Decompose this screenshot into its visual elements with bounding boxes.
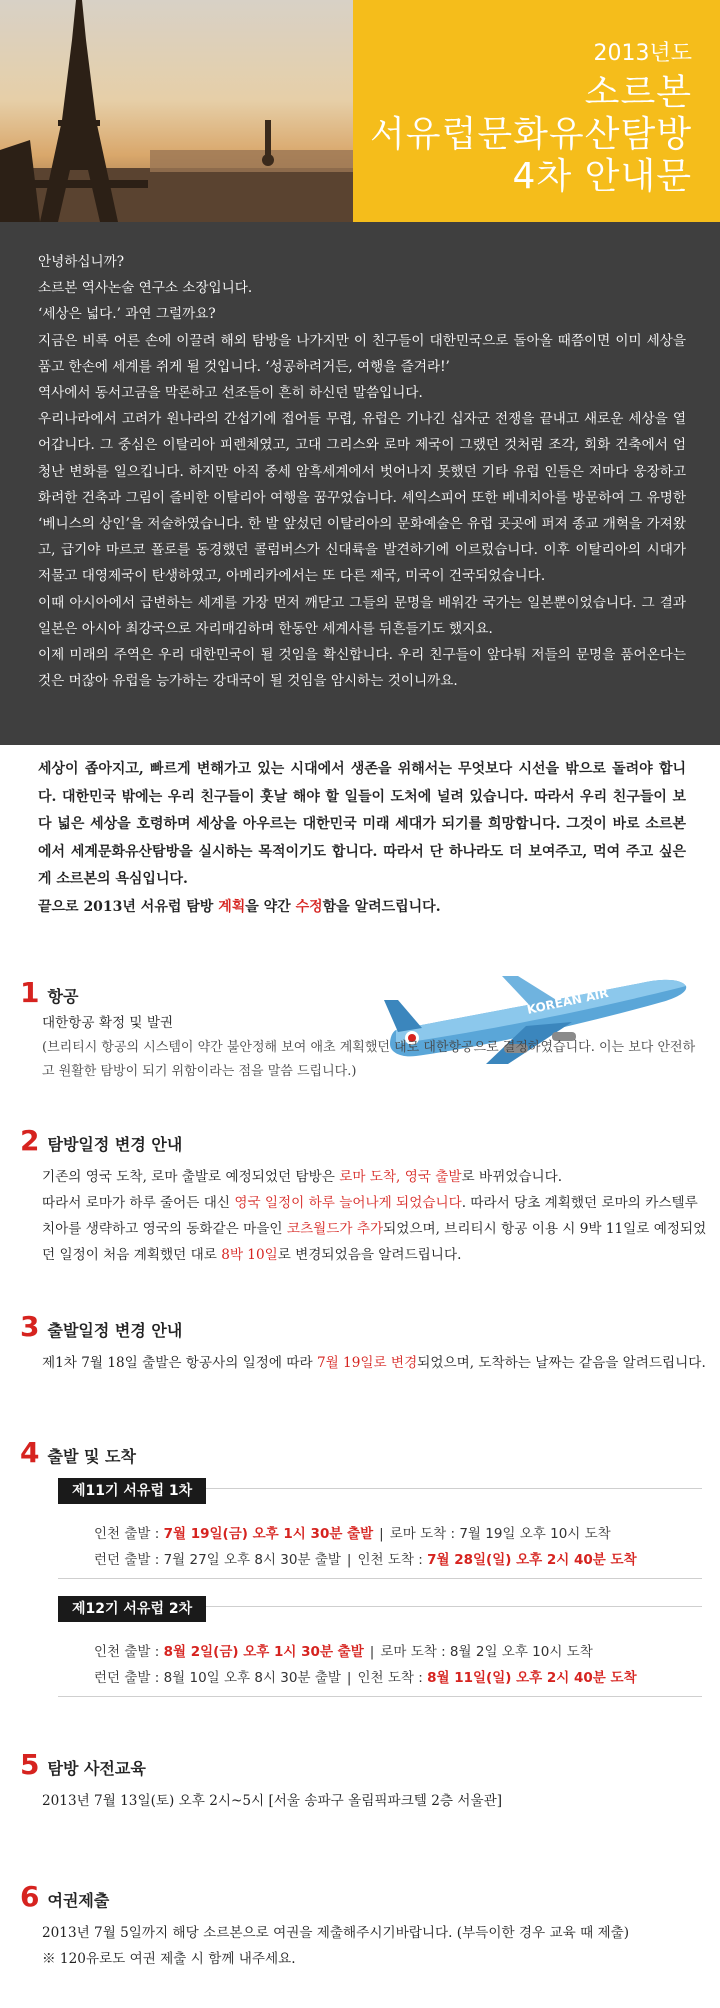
text: 기존의 영국 도착, 로마 출발로 예정되었던 탐방은 bbox=[42, 1169, 340, 1185]
title-year: 2013년도 bbox=[593, 41, 692, 66]
text: 되었으며, 도착하는 날짜는 같음을 알려드립니다. bbox=[417, 1355, 706, 1371]
schedule-group-2 bbox=[58, 1596, 702, 1706]
title-line-3: 4차 안내문 bbox=[512, 156, 692, 197]
title-panel bbox=[353, 0, 720, 222]
highlight-text: 8월 11일(일) 오후 2시 40분 도착 bbox=[427, 1670, 637, 1686]
highlight-text: 영국 일정이 하루 늘어나게 되었습니다 bbox=[234, 1195, 462, 1211]
section-1-line2: (브리티시 항공의 시스템이 약간 불안정해 보여 애초 계획했던 대로 대한항공으로 결정하였습니다. 이는 보다 안전하고 원활한 탐방이 되기 위함이라는 점을 말씀 드립니다.) bbox=[42, 1040, 696, 1079]
intro-last-line bbox=[38, 894, 686, 922]
text: 로마 도착 : 7월 19일 오후 10시 도착 bbox=[389, 1526, 611, 1542]
section-6-body bbox=[42, 1920, 707, 1972]
schedule-row bbox=[94, 1522, 611, 1542]
section-1-heading bbox=[20, 976, 78, 1009]
section-6-line1: 2013년 7월 5일까지 해당 소르본으로 여권을 제출해주시기바랍니다. (부득이한 경우 교육 때 제출) bbox=[42, 1925, 630, 1941]
highlight-text: 7월 19일로 변경 bbox=[316, 1355, 418, 1371]
text: 런던 출발 : 8월 10일 오후 8시 30분 출발 bbox=[94, 1670, 341, 1686]
section-number: 6 bbox=[20, 1880, 40, 1913]
divider bbox=[58, 1578, 702, 1579]
separator: | bbox=[369, 1644, 375, 1660]
section-1-line1: 대한항공 확정 및 발권 bbox=[42, 1015, 174, 1031]
section-3-para bbox=[42, 1350, 707, 1376]
text: 로 바뀌었습니다. bbox=[461, 1169, 563, 1185]
text: 인천 도착 : bbox=[357, 1552, 428, 1568]
group-label: 제12기 서유럽 2차 bbox=[58, 1596, 206, 1622]
greeting-letter bbox=[0, 222, 720, 745]
letter-line: 소르본 역사논술 연구소 소장입니다. bbox=[38, 280, 253, 297]
separator: | bbox=[379, 1526, 384, 1542]
letter-line: 안녕하십니까? bbox=[38, 254, 125, 270]
intro-block bbox=[38, 756, 686, 921]
divider bbox=[58, 1696, 702, 1697]
section-2-body bbox=[42, 1164, 707, 1268]
text: 로 변경되었음을 알려드립니다. bbox=[277, 1247, 462, 1263]
letter-line: 역사에서 동서고금을 막론하고 선조들이 흔히 하신던 말씀입니다. bbox=[38, 385, 423, 402]
highlight-text: 8월 2일(금) 오후 1시 30분 출발 bbox=[163, 1644, 364, 1660]
separator: | bbox=[346, 1552, 352, 1568]
letter-line: 이때 아시아에서 급변하는 세계를 가장 먼저 깨닫고 그들의 문명을 배워간 국가는 일본뿐이었습니다. 그 결과 일본은 아시아 최강국으로 자리매김하며 한동안 세계사를 뒤흔들기도 했지요. bbox=[38, 594, 686, 637]
highlight-text: 코츠월드가 추가 bbox=[286, 1221, 384, 1237]
highlight-text: 계획 bbox=[218, 898, 246, 915]
text: 인천 출발 : bbox=[94, 1526, 164, 1542]
schedule-group-1 bbox=[58, 1478, 702, 1588]
group-label: 제11기 서유럽 1차 bbox=[58, 1478, 206, 1504]
text: 되었으며, 브리티시 항공 이용 시 9박 11일로 예정되었던 일정이 처음 계획했던 대로 bbox=[42, 1221, 707, 1263]
eiffel-tower-icon bbox=[0, 0, 353, 222]
section-5-line: 2013년 7월 13일(토) 오후 2시~5시 [서울 송파구 올림픽파크텔 2층 서울관] bbox=[42, 1793, 503, 1809]
section-title: 여권제출 bbox=[47, 1891, 110, 1910]
title-line-1: 소르본 bbox=[584, 72, 692, 113]
section-title: 탐방 사전교육 bbox=[47, 1759, 146, 1778]
section-title: 출발 및 도착 bbox=[47, 1447, 136, 1466]
text: 인천 출발 : bbox=[94, 1644, 164, 1660]
section-5-heading bbox=[20, 1748, 146, 1781]
letter-line: 이제 미래의 주역은 우리 대한민국이 될 것임을 확신합니다. 우리 친구들이 앞다퉈 저들의 문명을 품어온다는 것은 머잖아 유럽을 능가하는 강대국이 될 것임을 암시하는 것이니까요. bbox=[38, 647, 686, 690]
highlight-text: 로마 도착, 영국 출발 bbox=[339, 1169, 462, 1185]
section-2-para1 bbox=[42, 1164, 707, 1190]
section-number: 5 bbox=[20, 1748, 40, 1781]
section-6-heading bbox=[20, 1880, 109, 1913]
section-2-para2 bbox=[42, 1190, 707, 1268]
highlight-text: 수정 bbox=[295, 898, 323, 915]
section-1-body bbox=[42, 1010, 707, 1084]
separator: | bbox=[346, 1670, 352, 1686]
section-number: 2 bbox=[20, 1124, 40, 1157]
section-4-heading bbox=[20, 1436, 136, 1469]
text: 함을 알려드립니다. bbox=[322, 898, 441, 915]
text: 을 약간 bbox=[245, 898, 296, 915]
section-6-line2: ※ 120유로도 여권 제출 시 함께 내주세요. bbox=[42, 1951, 296, 1967]
section-3-body bbox=[42, 1350, 707, 1376]
intro-paragraph: 세상이 좁아지고, 빠르게 변해가고 있는 시대에서 생존을 위해서는 무엇보다 시선을 밖으로 돌려야 합니다. 대한민국 밖에는 우리 친구들이 훗날 해야 할 일들이 도처에 널려 있습니다. 따라서 우리 친구들이 보다 넓은 세상을 호령하며 세상을 아우르는 대한민국 미래 세대가 되기를 희망합니다. 그것이 바로 소르본에서 세계문화유산탐방을 실시하는 목적이기도 합니다. 따라서 단 하나라도 더 보여주고, 먹여 주고 싶은 게 소르본의 욕심입니다. bbox=[38, 761, 686, 887]
header-banner bbox=[0, 0, 720, 222]
schedule-row bbox=[94, 1640, 593, 1660]
text: 런던 출발 : 7월 27일 오후 8시 30분 출발 bbox=[94, 1552, 341, 1568]
letter-line: 우리나라에서 고려가 원나라의 간섭기에 접어들 무렵, 유럽은 기나긴 십자군 전쟁을 끝내고 새로운 세상을 열어갑니다. 그 중심은 이탈리아 피렌체였고, 고대 그리스와 로마 제국이 그랬던 것처럼 조각, 회화 건축에서 엄청난 변화를 일으킵니다. 하지만 아직 중세 암흑세계에서 벗어나지 못했던 기타 유럽 인들은 저마다 웅장하고 화려한 건축과 그림이 즐비한 이탈리아 여행을 꿈꾸었습니다. 셰익스피어 또한 베네치아를 방문하여 그 유명한 ‘베니스의 상인’을 저술하였습니다. 한 발 앞섰던 이탈리아의 문화예술은 유럽 곳곳에 퍼져 종교 개혁을 가져왔고, 급기야 마르코 폴로를 동경했던 콜럼버스가 신대륙을 발견하기에 이르렀습니다. 이후 이탈리아의 시대가 저물고 대영제국이 탄생하였고, 아메리카에서는 또 다른 제국, 미국이 건국되었습니다. bbox=[38, 411, 686, 585]
section-number: 3 bbox=[20, 1310, 40, 1343]
section-title: 출발일정 변경 안내 bbox=[47, 1321, 183, 1340]
text: 제1차 7월 18일 출발은 항공사의 일정에 따라 bbox=[42, 1355, 317, 1371]
letter-line: 지금은 비록 어른 손에 이끌려 해외 탐방을 나가지만 이 친구들이 대한민국으로 돌아올 때쯤이면 이미 세상을 품고 한손에 세계를 쥐게 될 것입니다. ‘성공하려거든, 여행을 즐겨라!’ bbox=[38, 332, 686, 375]
section-title: 항공 bbox=[47, 987, 79, 1006]
text: 끝으로 2013년 서유럽 탐방 bbox=[38, 898, 219, 915]
section-number: 4 bbox=[20, 1436, 40, 1469]
text: 인천 도착 : bbox=[357, 1670, 428, 1686]
section-number: 1 bbox=[20, 976, 40, 1009]
schedule-row bbox=[94, 1666, 637, 1686]
eiffel-tower-photo bbox=[0, 0, 353, 222]
plane-livery-text: KOREAN AIR bbox=[525, 986, 610, 1017]
text: 따라서 로마가 하루 줄어든 대신 bbox=[42, 1195, 235, 1211]
text: . 따라서 당초 계획했던 로마의 카스텔루치아를 생략하고 영국의 동화같은 마을인 bbox=[42, 1195, 698, 1237]
title-line-2: 서유럽문화유산탐방 bbox=[370, 114, 692, 155]
section-2-heading bbox=[20, 1124, 182, 1157]
section-3-heading bbox=[20, 1310, 182, 1343]
section-title: 탐방일정 변경 안내 bbox=[47, 1135, 183, 1154]
section-5-body bbox=[42, 1788, 707, 1814]
highlight-text: 7월 28일(일) 오후 2시 40분 도착 bbox=[427, 1552, 637, 1568]
highlight-text: 8박 10일 bbox=[221, 1247, 278, 1263]
letter-line: ‘세상은 넓다.’ 과연 그럴까요? bbox=[38, 306, 216, 323]
text: 로마 도착 : 8월 2일 오후 10시 도착 bbox=[380, 1644, 593, 1660]
highlight-text: 7월 19일(금) 오후 1시 30분 출발 bbox=[163, 1526, 374, 1542]
schedule-row bbox=[94, 1548, 637, 1568]
